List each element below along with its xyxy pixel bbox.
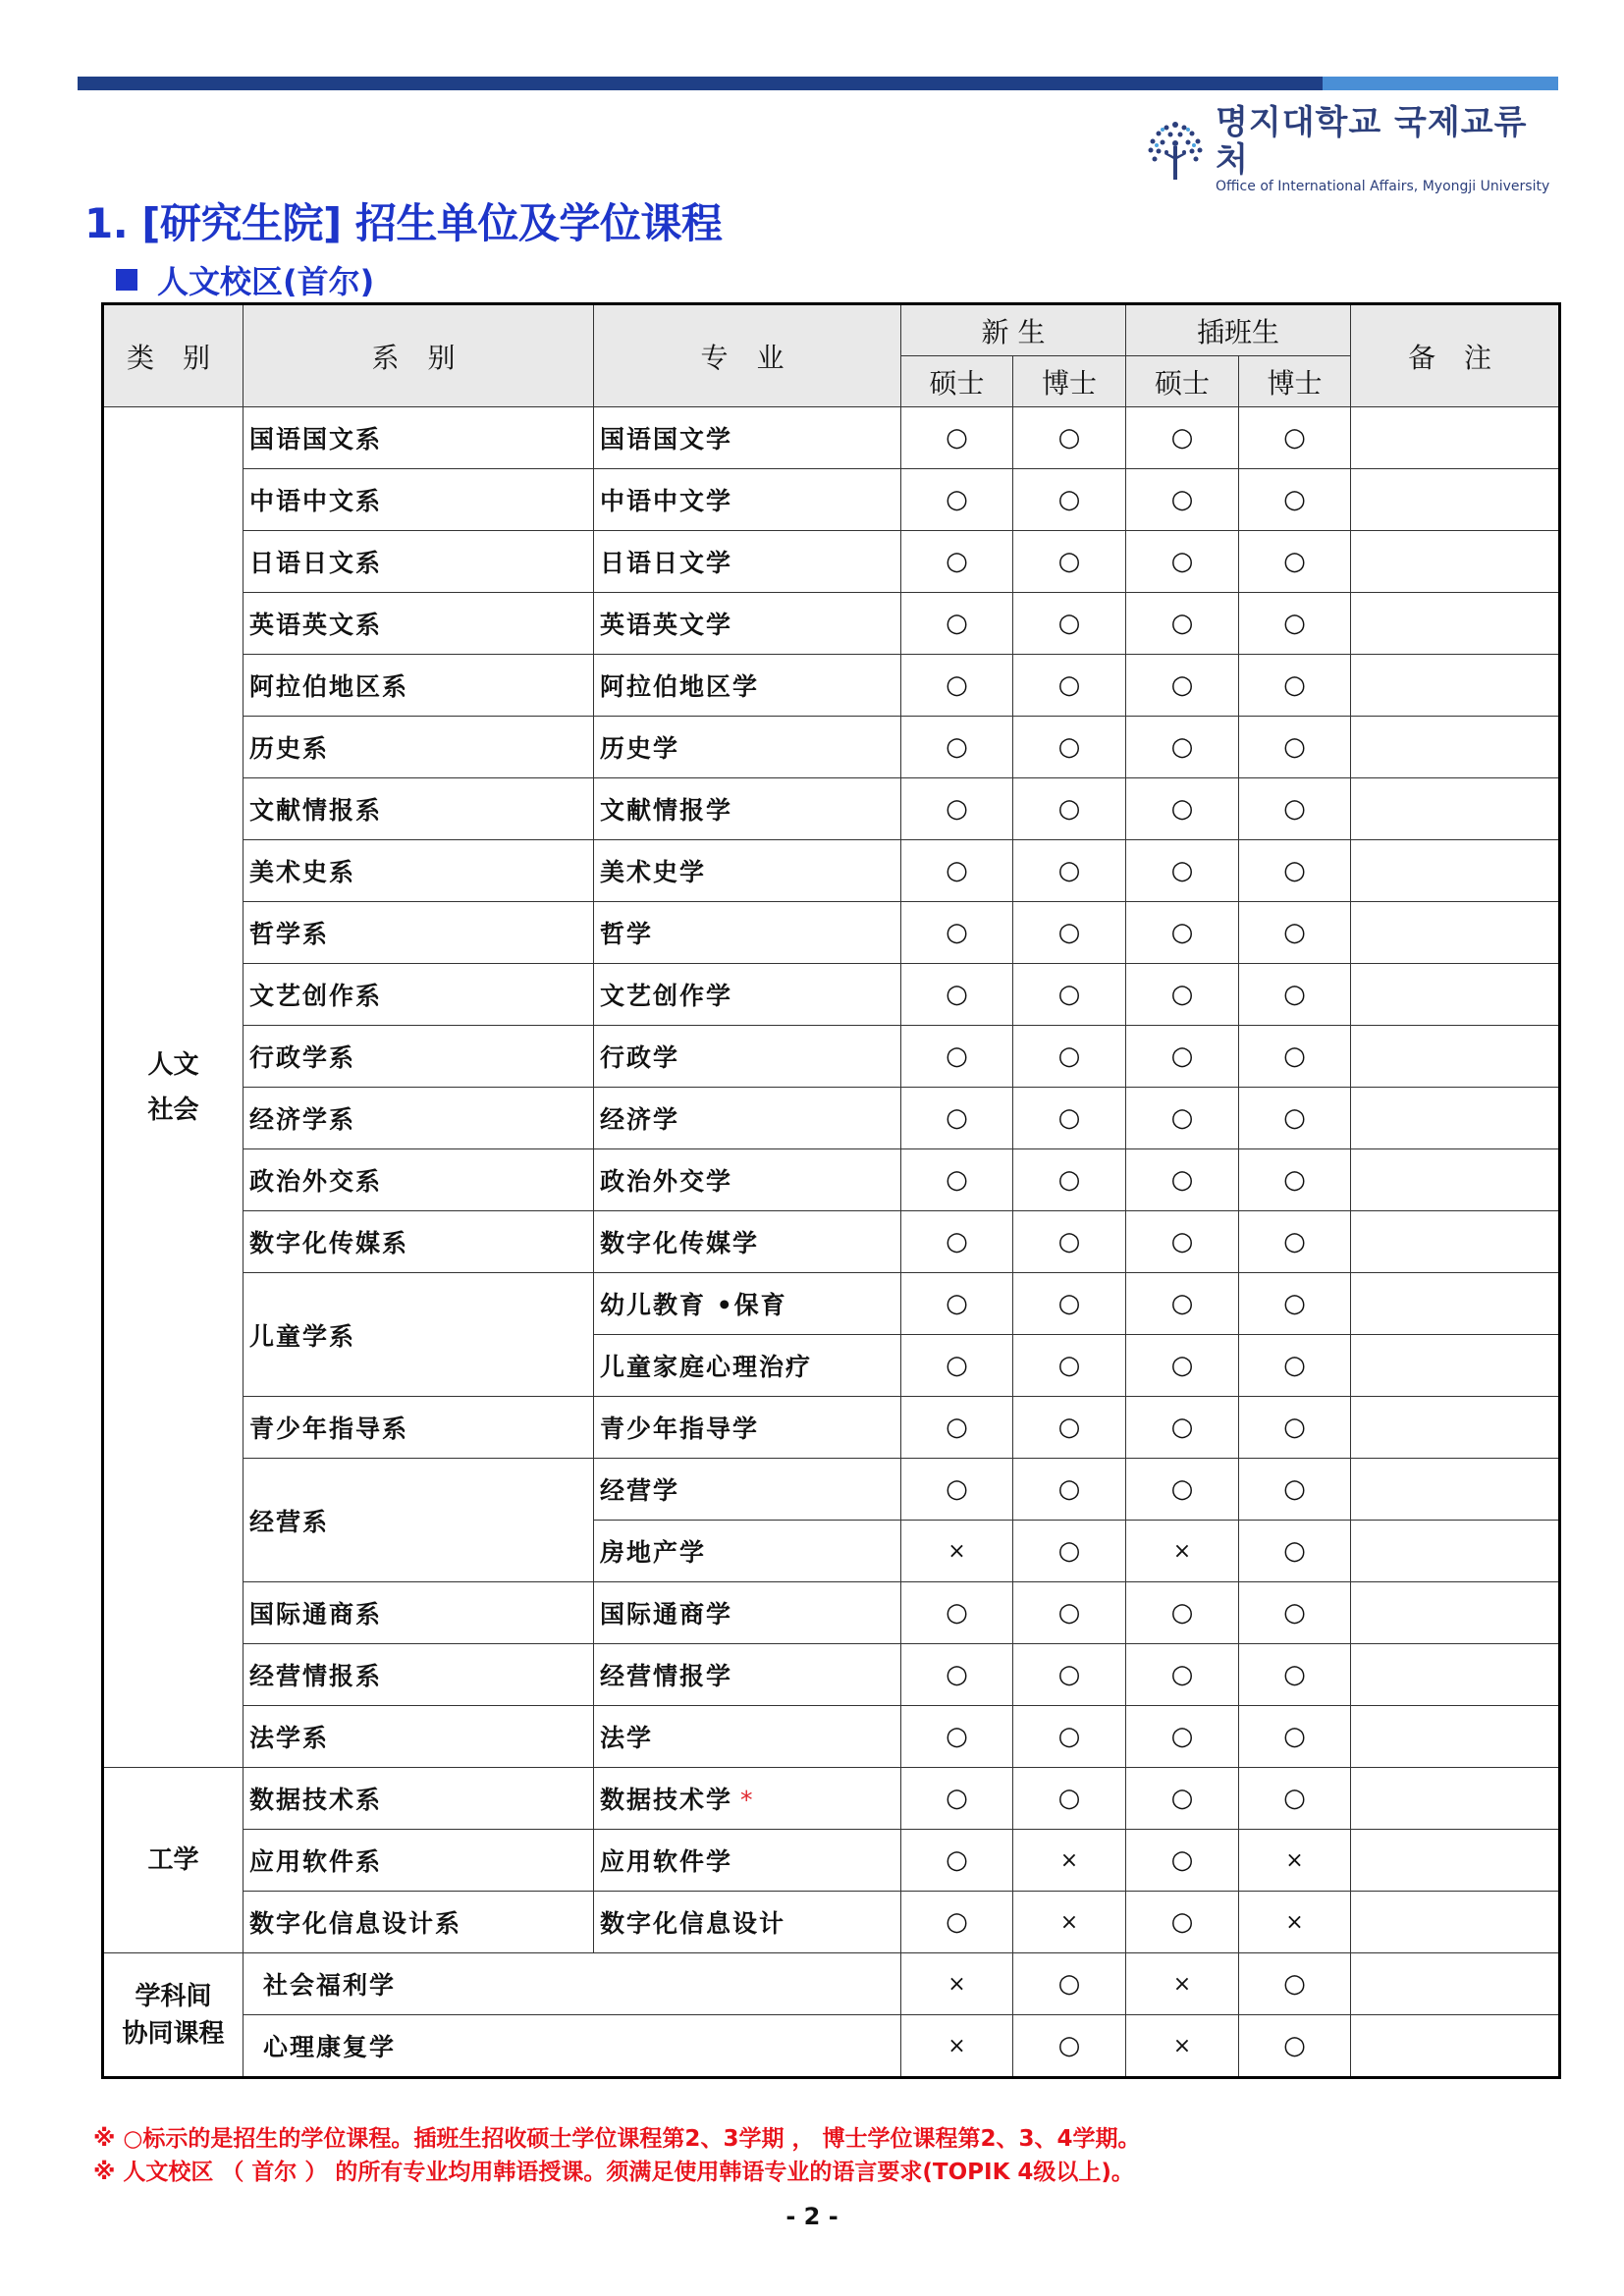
degree-mark-cell: × xyxy=(1239,1892,1351,1953)
remarks-cell xyxy=(1351,1026,1560,1088)
major-name: 幼儿教育 •保育 xyxy=(600,1291,787,1319)
degree-mark-cell: ○ xyxy=(901,593,1013,655)
category-label-line: 社会 xyxy=(147,1095,199,1125)
department-cell: 经济学系 xyxy=(244,1088,594,1149)
degree-mark-cell: ○ xyxy=(1013,531,1126,593)
major-cell xyxy=(594,717,901,778)
header-row xyxy=(103,304,1560,356)
degree-mark-cell: × xyxy=(1239,1830,1351,1892)
degree-mark-cell: ○ xyxy=(1126,1582,1239,1644)
major-cell xyxy=(594,1830,901,1892)
degree-mark-cell: ○ xyxy=(1239,1273,1351,1335)
major-name: 美术史学 xyxy=(600,858,707,886)
degree-mark-cell: ○ xyxy=(1013,1644,1126,1706)
degree-mark-cell: ○ xyxy=(1239,1521,1351,1582)
major-name: 历史学 xyxy=(600,734,680,763)
header-freshman-doctor: 博士 xyxy=(1013,356,1126,407)
major-name: 阿拉伯地区学 xyxy=(600,672,760,701)
degree-mark-cell: ○ xyxy=(1239,1644,1351,1706)
degree-mark-cell: ○ xyxy=(1126,1335,1239,1397)
degree-mark-cell: ○ xyxy=(901,1088,1013,1149)
major-name: 数字化信息设计 xyxy=(600,1909,786,1938)
page-number: - 2 - xyxy=(785,2203,839,2230)
degree-mark-cell: ○ xyxy=(1126,655,1239,717)
department-cell: 中语中文系 xyxy=(244,469,594,531)
table-row xyxy=(103,1830,1560,1892)
header-major: 专 业 xyxy=(594,304,901,407)
degree-mark-cell: ○ xyxy=(901,407,1013,469)
major-name: 数据技术学 xyxy=(600,1786,733,1814)
degree-mark-cell: ○ xyxy=(1013,840,1126,902)
category-cell xyxy=(103,407,244,1768)
header-category: 类 别 xyxy=(103,304,244,407)
major-name: 应用软件学 xyxy=(600,1847,733,1876)
degree-mark-cell: ○ xyxy=(901,1211,1013,1273)
degree-mark-cell: ○ xyxy=(1239,964,1351,1026)
degree-mark-cell: ○ xyxy=(1013,778,1126,840)
table-row xyxy=(103,840,1560,902)
degree-mark-cell: × xyxy=(1013,1830,1126,1892)
degree-mark-cell: ○ xyxy=(901,1644,1013,1706)
major-cell xyxy=(594,902,901,964)
degree-mark-cell: ○ xyxy=(1013,655,1126,717)
degree-mark-cell: ○ xyxy=(1239,1953,1351,2015)
degree-mark-cell: × xyxy=(1013,1892,1126,1953)
table-row xyxy=(103,964,1560,1026)
degree-mark-cell: ○ xyxy=(1126,902,1239,964)
degree-mark-cell: ○ xyxy=(1013,1953,1126,2015)
degree-mark-cell: ○ xyxy=(1126,531,1239,593)
table-row xyxy=(103,1088,1560,1149)
department-cell: 经营情报系 xyxy=(244,1644,594,1706)
remarks-cell xyxy=(1351,1644,1560,1706)
table-row xyxy=(103,1149,1560,1211)
remarks-cell xyxy=(1351,1830,1560,1892)
degree-mark-cell: ○ xyxy=(901,531,1013,593)
degree-mark-cell: ○ xyxy=(1126,407,1239,469)
degree-mark-cell: ○ xyxy=(1126,1768,1239,1830)
table-row xyxy=(103,1582,1560,1644)
degree-mark-cell: ○ xyxy=(1126,1273,1239,1335)
top-color-bar xyxy=(78,77,1558,90)
page-title: 1. [研究生院] 招生单位及学位课程 xyxy=(84,199,723,247)
degree-mark-cell: ○ xyxy=(1239,1149,1351,1211)
remarks-cell xyxy=(1351,593,1560,655)
degree-mark-cell: ○ xyxy=(901,1335,1013,1397)
major-cell xyxy=(594,469,901,531)
department-cell: 数字化信息设计系 xyxy=(244,1892,594,1953)
department-cell: 文艺创作系 xyxy=(244,964,594,1026)
degree-mark-cell: × xyxy=(901,1953,1013,2015)
degree-mark-cell: ○ xyxy=(1239,902,1351,964)
degree-mark-cell: ○ xyxy=(1126,1830,1239,1892)
table-row xyxy=(103,1768,1560,1830)
degree-mark-cell: ○ xyxy=(1126,1397,1239,1459)
table-row xyxy=(103,531,1560,593)
degree-mark-cell: ○ xyxy=(1013,1026,1126,1088)
degree-mark-cell: ○ xyxy=(1126,778,1239,840)
table-row xyxy=(103,1459,1560,1521)
department-cell: 法学系 xyxy=(244,1706,594,1768)
degree-mark-cell: ○ xyxy=(1239,593,1351,655)
degree-mark-cell: × xyxy=(1126,2015,1239,2078)
degree-mark-cell: ○ xyxy=(1239,2015,1351,2078)
major-cell xyxy=(594,1582,901,1644)
department-cell: 哲学系 xyxy=(244,902,594,964)
degree-mark-cell: ○ xyxy=(901,1582,1013,1644)
degree-mark-cell: ○ xyxy=(1013,1273,1126,1335)
degree-mark-cell: ○ xyxy=(1013,407,1126,469)
category-label-line: 学科间 xyxy=(135,1981,212,2011)
major-cell xyxy=(594,1211,901,1273)
degree-mark-cell: ○ xyxy=(901,1459,1013,1521)
asterisk-mark: * xyxy=(740,1786,755,1814)
degree-mark-cell: ○ xyxy=(1013,1211,1126,1273)
program-table xyxy=(101,302,1561,2079)
degree-mark-cell: ○ xyxy=(1239,840,1351,902)
square-bullet-icon xyxy=(116,269,137,291)
header-department: 系 别 xyxy=(244,304,594,407)
degree-mark-cell: ○ xyxy=(1013,1582,1126,1644)
major-cell xyxy=(594,964,901,1026)
degree-mark-cell: ○ xyxy=(1126,717,1239,778)
major-cell xyxy=(594,1768,901,1830)
degree-mark-cell: ○ xyxy=(901,1026,1013,1088)
degree-mark-cell: ○ xyxy=(1013,1706,1126,1768)
remarks-cell xyxy=(1351,655,1560,717)
degree-mark-cell: ○ xyxy=(1239,1459,1351,1521)
remarks-cell xyxy=(1351,1397,1560,1459)
major-name: 哲学 xyxy=(600,920,654,948)
note-1: ※ ○标示的是招生的学位课程。插班生招收硕士学位课程第2、3学期 ， 博士学位课程第2、3、4学期。 xyxy=(93,2126,1141,2152)
major-name: 经济学 xyxy=(600,1105,680,1134)
degree-mark-cell: ○ xyxy=(1013,1397,1126,1459)
top-bar-light-segment xyxy=(1323,77,1558,90)
logo-english-name: Office of International Affairs, Myongji University xyxy=(1216,179,1550,194)
department-cell: 政治外交系 xyxy=(244,1149,594,1211)
note-2: ※ 人文校区 （ 首尔 ） 的所有专业均用韩语授课。须满足使用韩语专业的语言要求(TOPIK 4级以上)。 xyxy=(93,2160,1134,2185)
remarks-cell xyxy=(1351,407,1560,469)
degree-mark-cell: ○ xyxy=(1126,593,1239,655)
department-cell: 数据技术系 xyxy=(244,1768,594,1830)
category-cell xyxy=(103,1953,244,2078)
table-row xyxy=(103,1211,1560,1273)
top-bar-dark-segment xyxy=(78,77,1323,90)
degree-mark-cell: ○ xyxy=(1239,531,1351,593)
major-name: 文艺创作学 xyxy=(600,982,733,1010)
table-row xyxy=(103,1953,1560,2015)
degree-mark-cell: ○ xyxy=(901,1892,1013,1953)
table-row xyxy=(103,717,1560,778)
department-cell: 日语日文系 xyxy=(244,531,594,593)
degree-mark-cell: × xyxy=(1126,1953,1239,2015)
degree-mark-cell: ○ xyxy=(1239,1211,1351,1273)
degree-mark-cell: ○ xyxy=(901,1768,1013,1830)
degree-mark-cell: ○ xyxy=(1126,1088,1239,1149)
remarks-cell xyxy=(1351,1582,1560,1644)
degree-mark-cell: ○ xyxy=(1126,1026,1239,1088)
category-label-line: 人文 xyxy=(147,1049,199,1080)
degree-mark-cell: ○ xyxy=(901,1830,1013,1892)
table-row xyxy=(103,1397,1560,1459)
degree-mark-cell: ○ xyxy=(1013,593,1126,655)
department-cell: 经营系 xyxy=(244,1459,594,1582)
degree-mark-cell: ○ xyxy=(1239,1335,1351,1397)
degree-mark-cell: ○ xyxy=(1126,964,1239,1026)
remarks-cell xyxy=(1351,1768,1560,1830)
major-name: 经营学 xyxy=(600,1476,680,1505)
degree-mark-cell: ○ xyxy=(901,655,1013,717)
remarks-cell xyxy=(1351,778,1560,840)
degree-mark-cell: ○ xyxy=(1013,1768,1126,1830)
degree-mark-cell: ○ xyxy=(1239,407,1351,469)
major-name: 国际通商学 xyxy=(600,1600,733,1629)
degree-mark-cell: ○ xyxy=(1239,1768,1351,1830)
major-cell xyxy=(594,655,901,717)
table-row xyxy=(103,1026,1560,1088)
degree-mark-cell: ○ xyxy=(1013,964,1126,1026)
degree-mark-cell: ○ xyxy=(901,840,1013,902)
major-name: 数字化传媒学 xyxy=(600,1229,760,1257)
tree-emblem-icon xyxy=(1145,117,1206,182)
remarks-cell xyxy=(1351,964,1560,1026)
department-cell: 文献情报系 xyxy=(244,778,594,840)
table-row xyxy=(103,2015,1560,2078)
major-cell xyxy=(594,1026,901,1088)
degree-mark-cell: ○ xyxy=(1013,469,1126,531)
table-row xyxy=(103,593,1560,655)
major-cell xyxy=(594,1335,901,1397)
section-subtitle xyxy=(116,257,374,302)
degree-mark-cell: ○ xyxy=(1239,655,1351,717)
remarks-cell xyxy=(1351,1892,1560,1953)
remarks-cell xyxy=(1351,840,1560,902)
degree-mark-cell: ○ xyxy=(1126,840,1239,902)
major-cell xyxy=(594,1644,901,1706)
major-name: 英语英文学 xyxy=(600,611,733,639)
header-freshman: 新 生 xyxy=(901,304,1126,356)
major-cell xyxy=(594,1706,901,1768)
major-cell xyxy=(594,593,901,655)
remarks-cell xyxy=(1351,1706,1560,1768)
degree-mark-cell: × xyxy=(1126,1521,1239,1582)
degree-mark-cell: ○ xyxy=(1126,1211,1239,1273)
remarks-cell xyxy=(1351,1149,1560,1211)
department-cell: 行政学系 xyxy=(244,1026,594,1088)
major-name: 日语日文学 xyxy=(600,549,733,577)
degree-mark-cell: ○ xyxy=(901,1273,1013,1335)
degree-mark-cell: ○ xyxy=(901,469,1013,531)
category-label-line: 工学 xyxy=(147,1845,199,1875)
major-cell xyxy=(594,1892,901,1953)
degree-mark-cell: × xyxy=(901,1521,1013,1582)
table-row xyxy=(103,1644,1560,1706)
department-cell: 国际通商系 xyxy=(244,1582,594,1644)
university-logo xyxy=(1145,103,1557,194)
major-name: 中语中文学 xyxy=(600,487,733,515)
degree-mark-cell: ○ xyxy=(901,964,1013,1026)
degree-mark-cell: ○ xyxy=(1239,778,1351,840)
remarks-cell xyxy=(1351,1088,1560,1149)
logo-korean-name: 명지대학교 국제교류처 xyxy=(1216,103,1528,180)
degree-mark-cell: ○ xyxy=(1126,1459,1239,1521)
major-cell xyxy=(594,1149,901,1211)
table-row xyxy=(103,655,1560,717)
remarks-cell xyxy=(1351,1953,1560,2015)
degree-mark-cell: ○ xyxy=(901,1397,1013,1459)
table-row xyxy=(103,778,1560,840)
major-cell xyxy=(594,1273,901,1335)
degree-mark-cell: ○ xyxy=(1013,2015,1126,2078)
department-cell: 阿拉伯地区系 xyxy=(244,655,594,717)
remarks-cell xyxy=(1351,469,1560,531)
degree-mark-cell: ○ xyxy=(1239,1706,1351,1768)
degree-mark-cell: ○ xyxy=(1126,469,1239,531)
degree-mark-cell: ○ xyxy=(901,1706,1013,1768)
degree-mark-cell: ○ xyxy=(901,1149,1013,1211)
department-cell: 青少年指导系 xyxy=(244,1397,594,1459)
table-row xyxy=(103,1892,1560,1953)
department-cell: 英语英文系 xyxy=(244,593,594,655)
degree-mark-cell: ○ xyxy=(901,717,1013,778)
header-remarks: 备 注 xyxy=(1351,304,1560,407)
degree-mark-cell: ○ xyxy=(1239,1026,1351,1088)
degree-mark-cell: ○ xyxy=(1013,1459,1126,1521)
department-cell: 国语国文系 xyxy=(244,407,594,469)
table-row xyxy=(103,469,1560,531)
remarks-cell xyxy=(1351,902,1560,964)
degree-mark-cell: ○ xyxy=(1239,1582,1351,1644)
interdisciplinary-program-cell: 心理康复学 xyxy=(244,2015,901,2078)
major-name: 房地产学 xyxy=(600,1538,707,1567)
major-cell xyxy=(594,531,901,593)
category-label-line: 协同课程 xyxy=(122,2018,225,2049)
degree-mark-cell: ○ xyxy=(1126,1892,1239,1953)
table-row xyxy=(103,407,1560,469)
major-cell xyxy=(594,1459,901,1521)
major-name: 儿童家庭心理治疗 xyxy=(600,1353,813,1381)
remarks-cell xyxy=(1351,2015,1560,2078)
department-cell: 历史系 xyxy=(244,717,594,778)
major-name: 经营情报学 xyxy=(600,1662,733,1690)
subtitle-text: 人文校区(首尔) xyxy=(157,263,375,300)
major-cell xyxy=(594,1397,901,1459)
degree-mark-cell: ○ xyxy=(1239,469,1351,531)
interdisciplinary-program-cell: 社会福利学 xyxy=(244,1953,901,2015)
category-cell xyxy=(103,1768,244,1953)
degree-mark-cell: ○ xyxy=(1126,1149,1239,1211)
degree-mark-cell: ○ xyxy=(901,902,1013,964)
major-cell xyxy=(594,407,901,469)
major-cell xyxy=(594,1088,901,1149)
major-name: 行政学 xyxy=(600,1043,680,1072)
degree-mark-cell: ○ xyxy=(1013,1335,1126,1397)
header-freshman-master: 硕士 xyxy=(901,356,1013,407)
header-transfer-doctor: 博士 xyxy=(1239,356,1351,407)
major-cell xyxy=(594,1521,901,1582)
department-cell: 应用软件系 xyxy=(244,1830,594,1892)
degree-mark-cell: ○ xyxy=(1013,717,1126,778)
notes xyxy=(93,2122,1546,2189)
department-cell: 美术史系 xyxy=(244,840,594,902)
major-name: 国语国文学 xyxy=(600,425,733,454)
table-row xyxy=(103,1706,1560,1768)
table-row xyxy=(103,1273,1560,1335)
major-name: 文献情报学 xyxy=(600,796,733,825)
remarks-cell xyxy=(1351,1211,1560,1273)
degree-mark-cell: ○ xyxy=(1013,1521,1126,1582)
degree-mark-cell: ○ xyxy=(901,778,1013,840)
header-transfer: 插班生 xyxy=(1126,304,1351,356)
table-row xyxy=(103,902,1560,964)
major-cell xyxy=(594,840,901,902)
major-name: 青少年指导学 xyxy=(600,1415,760,1443)
degree-mark-cell: ○ xyxy=(1239,717,1351,778)
header-transfer-master: 硕士 xyxy=(1126,356,1239,407)
degree-mark-cell: × xyxy=(901,2015,1013,2078)
remarks-cell xyxy=(1351,531,1560,593)
major-cell xyxy=(594,778,901,840)
remarks-cell xyxy=(1351,1273,1560,1335)
major-name: 政治外交学 xyxy=(600,1167,733,1196)
remarks-cell xyxy=(1351,1521,1560,1582)
degree-mark-cell: ○ xyxy=(1126,1706,1239,1768)
remarks-cell xyxy=(1351,717,1560,778)
degree-mark-cell: ○ xyxy=(1013,902,1126,964)
degree-mark-cell: ○ xyxy=(1239,1088,1351,1149)
degree-mark-cell: ○ xyxy=(1013,1088,1126,1149)
remarks-cell xyxy=(1351,1335,1560,1397)
department-cell: 数字化传媒系 xyxy=(244,1211,594,1273)
major-name: 法学 xyxy=(600,1724,654,1752)
degree-mark-cell: ○ xyxy=(1013,1149,1126,1211)
remarks-cell xyxy=(1351,1459,1560,1521)
department-cell: 儿童学系 xyxy=(244,1273,594,1397)
degree-mark-cell: ○ xyxy=(1126,1644,1239,1706)
degree-mark-cell: ○ xyxy=(1239,1397,1351,1459)
